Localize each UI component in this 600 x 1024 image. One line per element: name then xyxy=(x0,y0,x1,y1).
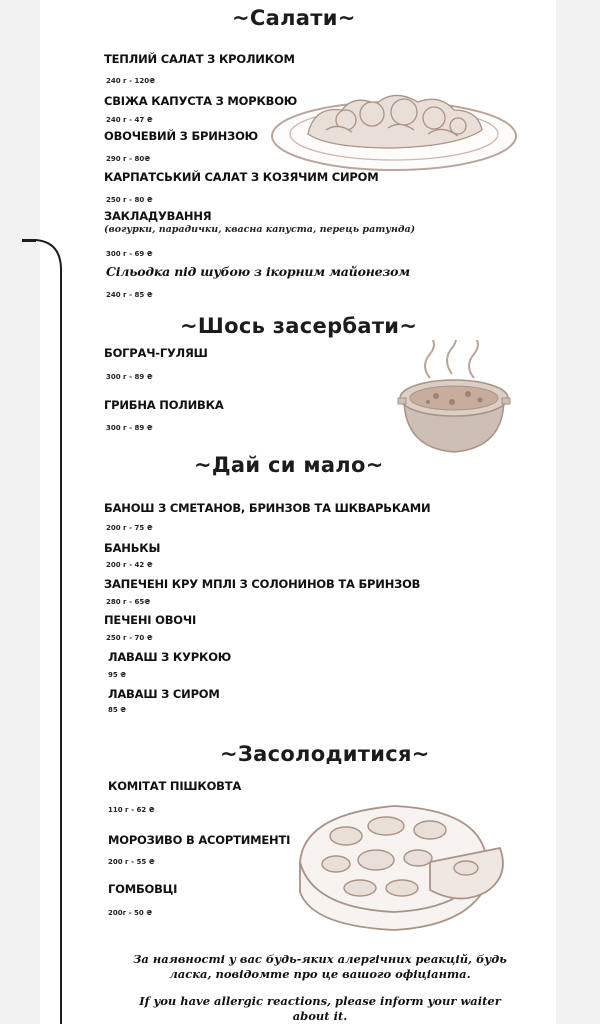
menu-item-price: 300 г - 69 ₴ xyxy=(106,250,153,258)
section-title-desserts: ~Засолодитися~ xyxy=(220,742,430,766)
menu-item-price: 250 г - 80 ₴ xyxy=(106,196,153,204)
menu-item-name: СВІЖА КАПУСТА З МОРКВОЮ xyxy=(104,94,298,108)
menu-item-price: 200 г - 55 ₴ xyxy=(108,858,155,866)
menu-item-price: 250 г - 70 ₴ xyxy=(106,634,153,642)
menu-item-name: БОГРАЧ-ГУЛЯШ xyxy=(104,346,208,360)
menu-item-price: 240 г - 85 ₴ xyxy=(106,291,153,299)
section-title-salads: ~Салати~ xyxy=(232,6,356,30)
menu-item-price: 95 ₴ xyxy=(108,671,127,679)
menu-item-name: ГОМБОВЦІ xyxy=(108,882,178,896)
menu-item-name: ОВОЧЕВИЙ З БРИНЗОЮ xyxy=(104,129,258,143)
menu-item-price: 110 г - 62 ₴ xyxy=(108,806,155,814)
menu-item-name: ЗАПЕЧЕНІ КРУ МПЛІ З СОЛОНИНОВ ТА БРИНЗОВ xyxy=(104,577,421,591)
menu-item-price: 300 г - 89 ₴ xyxy=(106,373,153,381)
allergy-note-en: If you have allergic reactions, please inform your waiter about it. xyxy=(139,994,501,1023)
menu-item-name: МОРОЗИВО В АСОРТИМЕНТІ xyxy=(108,833,291,847)
menu-item-price: 200 г - 75 ₴ xyxy=(106,524,153,532)
frame-border-left xyxy=(60,268,62,1024)
menu-item-price: 300 г - 89 ₴ xyxy=(106,424,153,432)
menu-item-name: БАНЬКЫ xyxy=(104,541,161,555)
menu-item-name: БАНОШ З СМЕТАНОВ, БРИНЗОВ ТА ШКВАРЬКАМИ xyxy=(104,501,431,515)
menu-item-name: ЗАКЛАДУВАННЯ xyxy=(104,209,212,223)
menu-item-name: КАРПАТСЬКИЙ САЛАТ З КОЗЯЧИМ СИРОМ xyxy=(104,170,379,184)
menu-item-price: 200г - 50 ₴ xyxy=(108,909,153,917)
menu-item-name: ЛАВАШ З КУРКОЮ xyxy=(108,650,232,664)
menu-item-price: 85 ₴ xyxy=(108,706,127,714)
menu-item-price: 290 г - 80₴ xyxy=(106,155,151,163)
salad-plate-illustration xyxy=(268,78,520,174)
menu-item-price: 200 г - 42 ₴ xyxy=(106,561,153,569)
menu-item-description: (вогурки, парадички, квасна капуста, перець ратунда) xyxy=(104,224,416,235)
menu-item-price: 240 г - 47 ₴ xyxy=(106,116,153,124)
section-title-mains: ~Дай си мало~ xyxy=(194,453,384,477)
menu-item-name: ГРИБНА ПОЛИВКА xyxy=(104,398,224,412)
menu-item-price: 280 г - 65₴ xyxy=(106,598,151,606)
frame-corner xyxy=(20,238,66,272)
section-title-soups: ~Шось засербати~ xyxy=(180,314,418,338)
allergy-note-ua: За наявності у вас будь-яких алергічних реакцій, будь ласка, повідомте про це вашого офіціанта. xyxy=(133,952,507,981)
menu-item-price: 240 г - 120₴ xyxy=(106,77,156,85)
menu-item-name: ЛАВАШ З СИРОМ xyxy=(108,687,220,701)
pie-illustration xyxy=(290,796,512,938)
soup-pot-illustration xyxy=(394,340,514,458)
menu-item-name: ТЕПЛИЙ САЛАТ З КРОЛИКОМ xyxy=(104,52,295,66)
menu-item-name: КОМІТАТ ПІШКОВТА xyxy=(108,779,242,793)
menu-item-name: Сільодка під шубою з ікорним майонезом xyxy=(106,264,410,279)
menu-item-name: ПЕЧЕНІ ОВОЧІ xyxy=(104,613,197,627)
